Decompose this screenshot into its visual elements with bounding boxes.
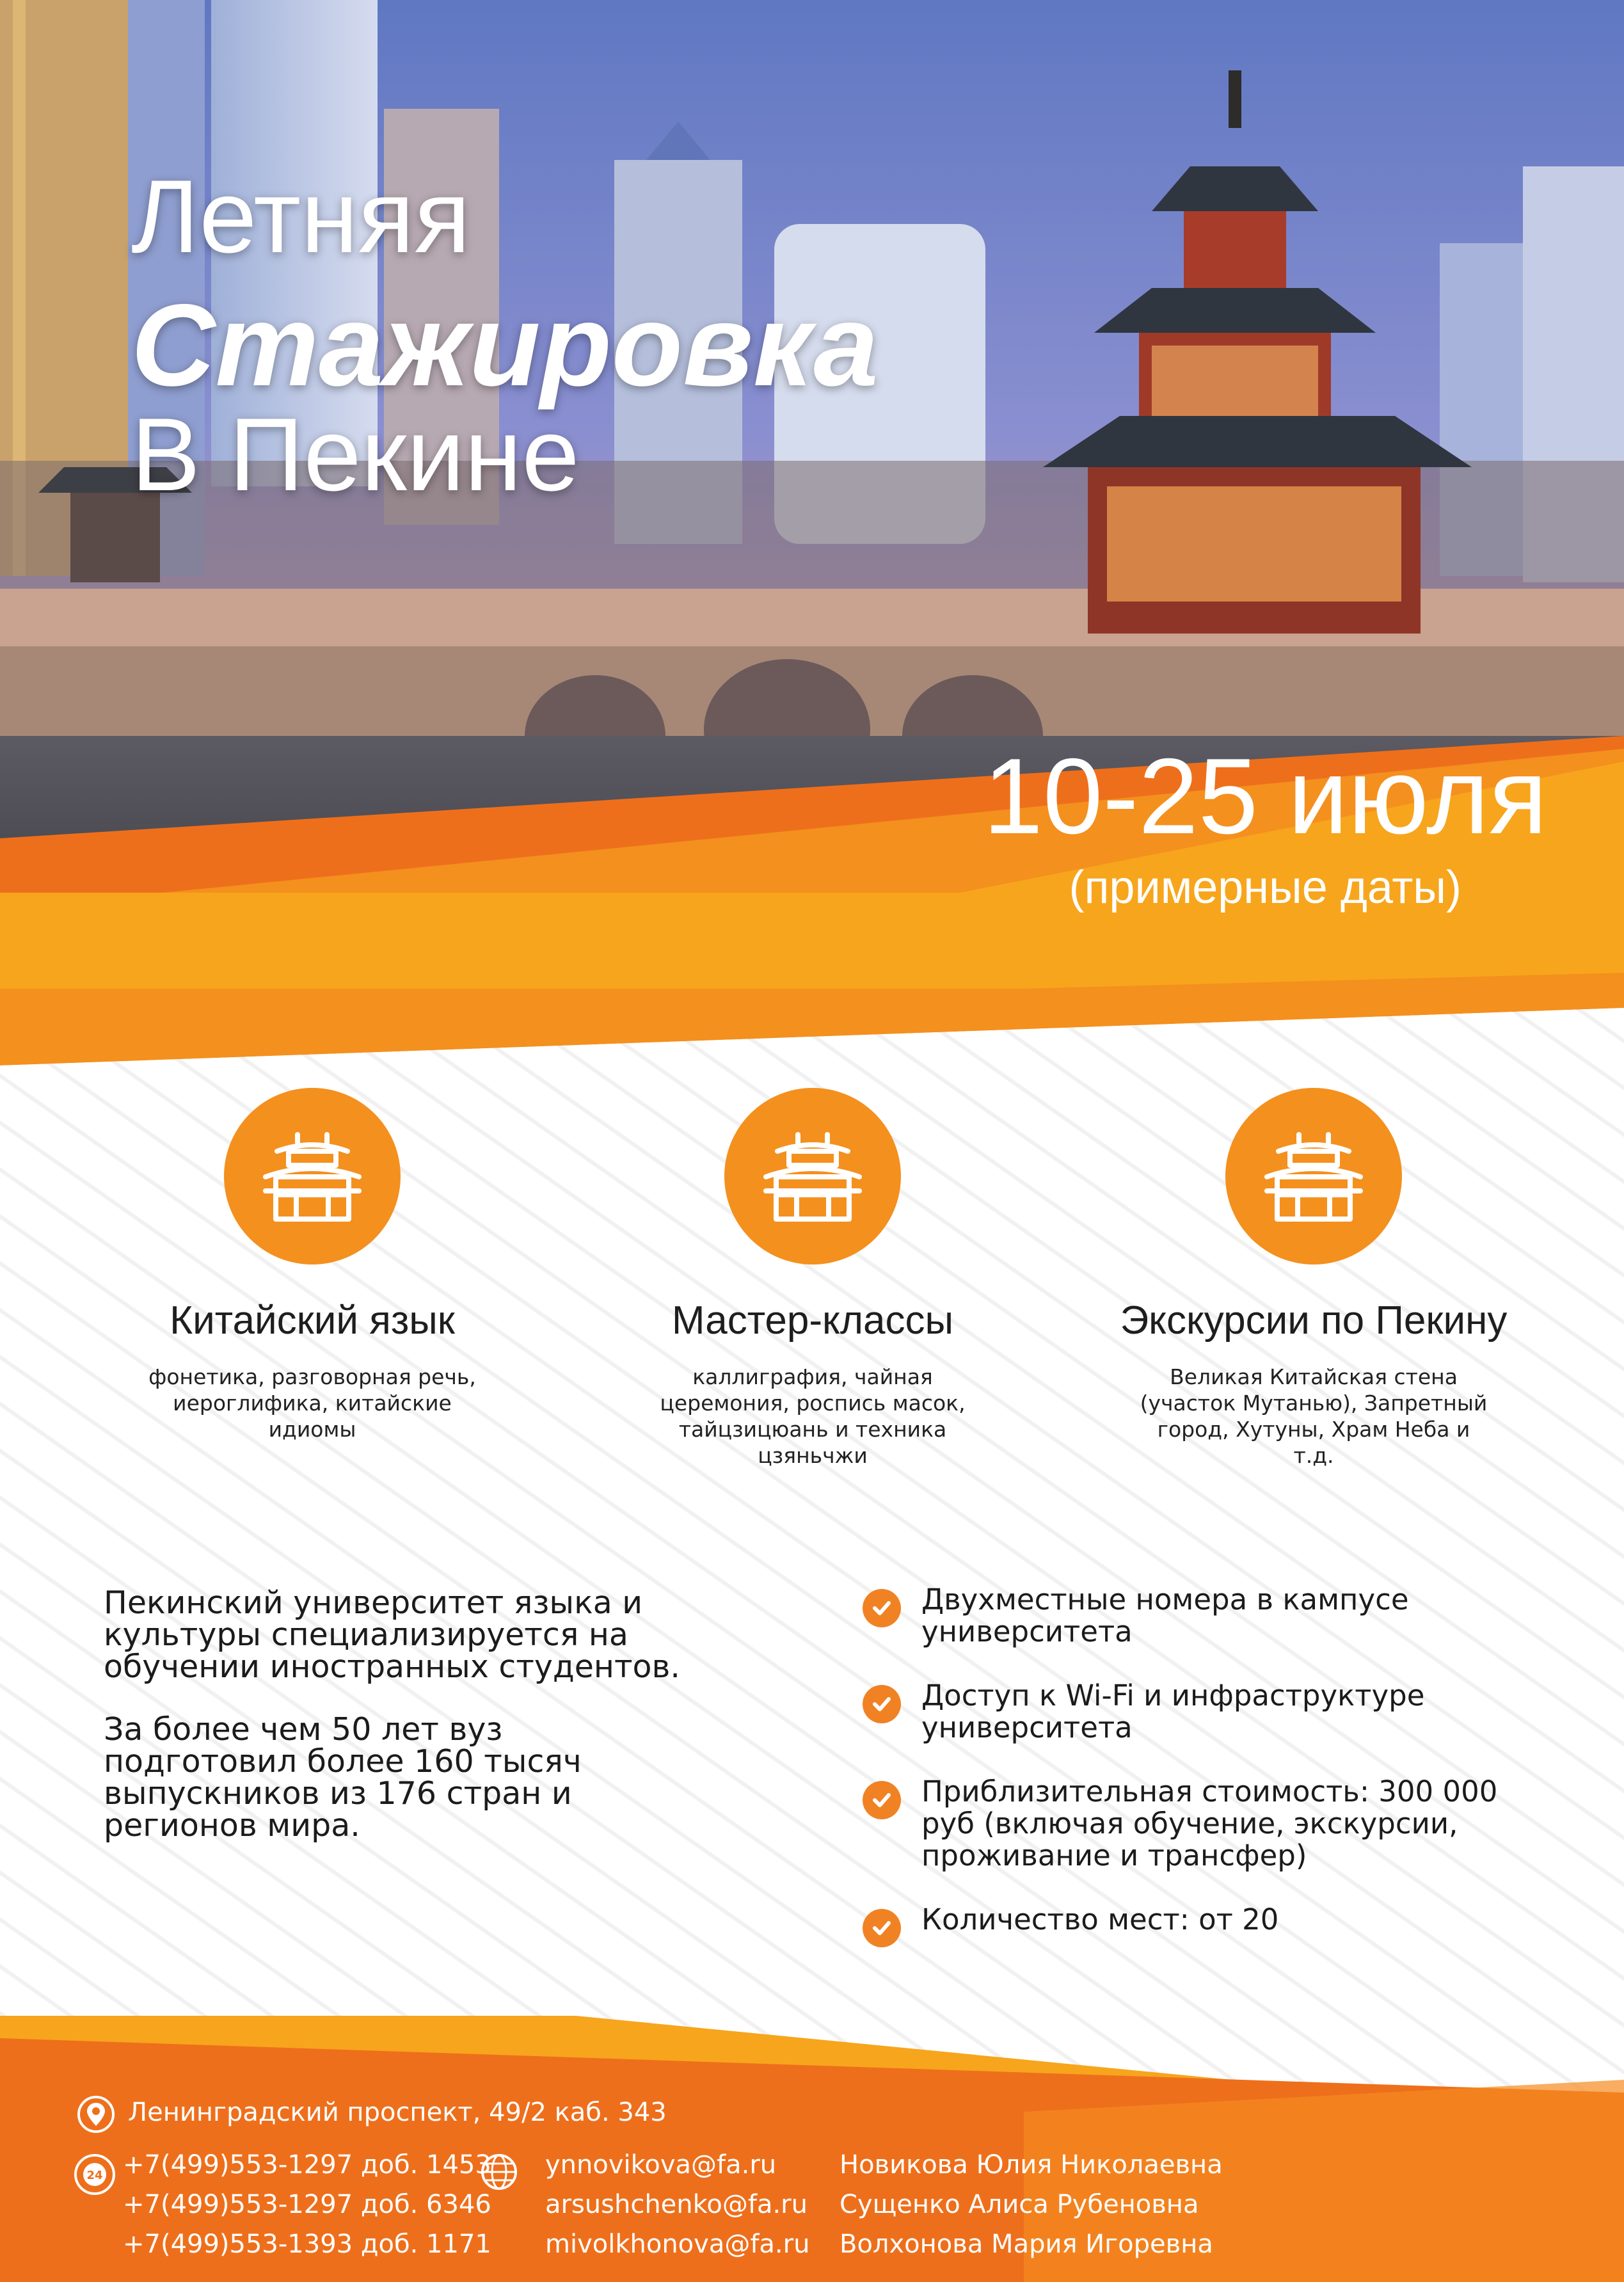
check-icon bbox=[863, 1589, 901, 1627]
dates-block bbox=[983, 736, 1547, 914]
dates-text: 10-25 июля bbox=[983, 736, 1547, 856]
feature-language bbox=[107, 1088, 517, 1442]
feature-masterclasses bbox=[608, 1088, 1017, 1469]
list-item bbox=[863, 1776, 1502, 1872]
benefits-list bbox=[863, 1584, 1502, 1968]
title-line-1: Летняя bbox=[131, 159, 471, 275]
contact-name: Новикова Юлия Николаевна bbox=[840, 2150, 1223, 2180]
title-line-3: В Пекине bbox=[131, 397, 580, 513]
pagoda-icon bbox=[1259, 1128, 1368, 1224]
feature-excursions bbox=[1109, 1088, 1518, 1469]
list-item-text: Двухместные номера в кампусе университета bbox=[921, 1583, 1409, 1648]
feature-icon-circle bbox=[724, 1088, 901, 1265]
list-item bbox=[863, 1584, 1502, 1648]
email-link[interactable]: arsushchenko@fa.ru bbox=[545, 2190, 808, 2219]
phone-badge-text: 24 bbox=[86, 2169, 103, 2182]
globe-icon bbox=[479, 2151, 520, 2192]
email-link[interactable]: mivolkhonova@fa.ru bbox=[545, 2230, 810, 2259]
email-link[interactable]: ynnovikova@fa.ru bbox=[545, 2150, 777, 2180]
feature-icon-circle bbox=[224, 1088, 401, 1265]
phone-list bbox=[123, 2145, 491, 2264]
list-item-text: Приблизительная стоимость: 300 000 руб (включая обучение, экскурсии, проживание и трансфер) bbox=[921, 1775, 1498, 1872]
email-list bbox=[545, 2145, 809, 2264]
phone-24-icon bbox=[72, 2151, 116, 2196]
map-pin-icon bbox=[76, 2094, 116, 2135]
phone-number: +7(499)553-1297 доб. 1453 bbox=[123, 2150, 491, 2180]
dates-note: (примерные даты) bbox=[1069, 862, 1462, 913]
feature-title: Экскурсии по Пекину bbox=[1120, 1298, 1508, 1343]
feature-text: Великая Китайская стена (участок Мутанью), Запретный город, Хутуны, Храм Неба и т.д. bbox=[1140, 1364, 1488, 1468]
title-line-2: Стажировка bbox=[131, 280, 879, 410]
check-icon bbox=[863, 1781, 901, 1819]
contact-name: Сущенко Алиса Рубеновна bbox=[840, 2190, 1199, 2219]
feature-title: Китайский язык bbox=[170, 1298, 455, 1343]
pagoda-icon bbox=[258, 1128, 367, 1224]
footer-contacts bbox=[0, 2080, 1624, 2282]
contact-name: Волхонова Мария Игоревна bbox=[840, 2230, 1213, 2259]
list-item-text: Количество мест: от 20 bbox=[921, 1903, 1279, 1936]
feature-text: фонетика, разговорная речь, иероглифика, китайские идиомы bbox=[148, 1364, 476, 1442]
pagoda-icon bbox=[758, 1128, 867, 1224]
address: Ленинградский проспект, 49/2 каб. 343 bbox=[128, 2098, 667, 2127]
about-paragraph-2: За более чем 50 лет вуз подготовил более 160 тысяч выпускников из 176 стран и регионов мира. bbox=[104, 1711, 582, 1844]
check-icon bbox=[863, 1685, 901, 1723]
feature-icon-circle bbox=[1225, 1088, 1402, 1265]
list-item bbox=[863, 1904, 1502, 1936]
phone-number: +7(499)553-1297 доб. 6346 bbox=[123, 2190, 491, 2219]
about-university bbox=[104, 1584, 705, 1872]
contact-names bbox=[840, 2145, 1223, 2264]
about-paragraph-1: Пекинский университет языка и культуры специализируется на обучении иностранных студентов. bbox=[104, 1584, 680, 1685]
check-icon bbox=[863, 1909, 901, 1947]
list-item-text: Доступ к Wi-Fi и инфраструктуре университета bbox=[921, 1679, 1425, 1744]
phone-number: +7(499)553-1393 доб. 1171 bbox=[123, 2230, 491, 2259]
list-item bbox=[863, 1680, 1502, 1744]
feature-text: каллиграфия, чайная церемония, роспись масок, тайцзицюань и техника цзяньчжи bbox=[660, 1364, 966, 1468]
feature-title: Мастер-классы bbox=[671, 1298, 954, 1343]
